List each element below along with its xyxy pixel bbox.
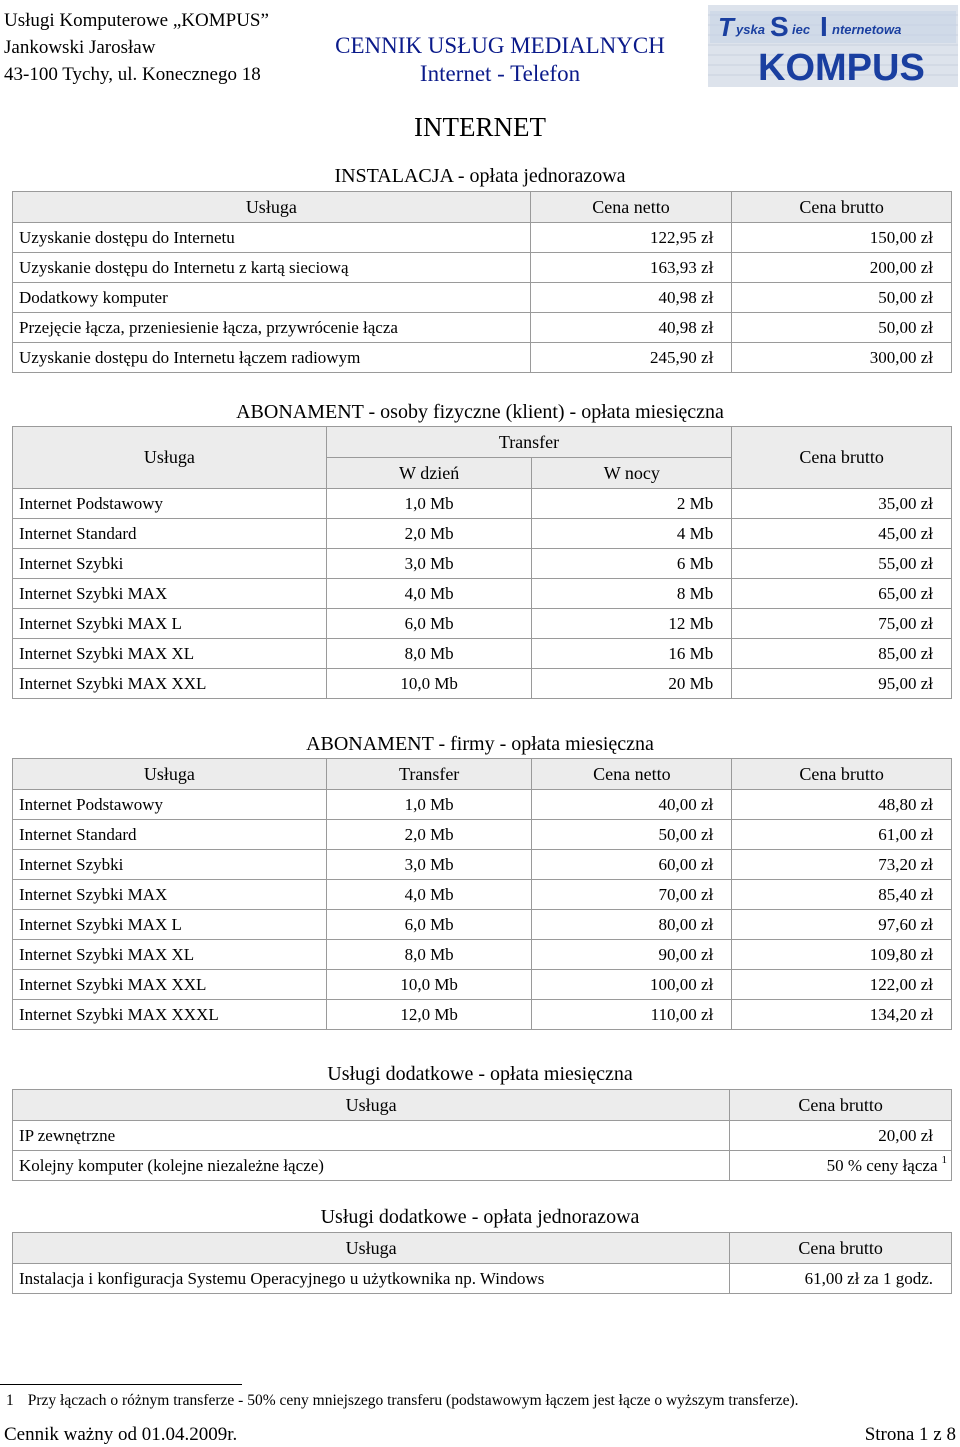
gross-price-cell: 45,00 zł [732, 519, 952, 549]
service-cell: Internet Standard [13, 820, 327, 850]
column-header-net-price: Cena netto [532, 759, 732, 790]
column-header-gross-price: Cena brutto [732, 427, 952, 489]
net-price-cell: 60,00 zł [532, 850, 732, 880]
private-subscription-table [12, 426, 952, 699]
extras-monthly-header-row [13, 1090, 952, 1121]
net-price-cell: 100,00 zł [532, 970, 732, 1000]
service-cell: Uzyskanie dostępu do Internetu [13, 223, 531, 253]
company-info [4, 7, 269, 88]
svg-text:I: I [820, 11, 828, 42]
kompus-logo [708, 5, 958, 87]
private-header-row-1 [13, 427, 952, 458]
page-number: Strona 1 z 8 [864, 1424, 956, 1445]
service-cell: Internet Szybki MAX [13, 880, 327, 910]
business-header-row [13, 759, 952, 790]
gross-price-cell: 200,00 zł [732, 253, 952, 283]
net-price-cell: 245,90 zł [530, 343, 732, 373]
table-row [13, 1121, 952, 1151]
night-transfer-cell: 16 Mb [532, 639, 732, 669]
table-row [13, 609, 952, 639]
table-row [13, 910, 952, 940]
gross-price-cell: 109,80 zł [732, 940, 952, 970]
transfer-cell: 1,0 Mb [326, 790, 532, 820]
table-row [13, 880, 952, 910]
gross-price-cell: 75,00 zł [732, 609, 952, 639]
table-row [13, 790, 952, 820]
validity-date: Cennik ważny od 01.04.2009r. [4, 1424, 238, 1445]
extras-onetime-table [12, 1232, 952, 1294]
service-cell: Internet Podstawowy [13, 489, 327, 519]
footnote-text: Przy łączach o różnym transferze - 50% ceny mniejszego transferu (podstawowym łączem jest łącze o wyższym transferze). [27, 1392, 799, 1409]
service-cell: Internet Podstawowy [13, 790, 327, 820]
night-transfer-cell: 2 Mb [532, 489, 732, 519]
net-price-cell: 80,00 zł [532, 910, 732, 940]
gross-price-cell: 150,00 zł [732, 223, 952, 253]
service-cell: Przejęcie łącza, przeniesienie łącza, przywrócenie łącza [13, 313, 531, 343]
business-subscription-title: ABONAMENT - firmy - opłata miesięczna [306, 733, 654, 755]
transfer-cell: 3,0 Mb [326, 850, 532, 880]
net-price-cell: 70,00 zł [532, 880, 732, 910]
installation-table [12, 191, 952, 373]
gross-price-cell: 50,00 zł [732, 283, 952, 313]
night-transfer-cell: 12 Mb [532, 609, 732, 639]
gross-price-cell: 300,00 zł [732, 343, 952, 373]
service-cell: Internet Szybki [13, 549, 327, 579]
footnote-number: 1 [6, 1392, 14, 1409]
service-cell: Internet Szybki [13, 850, 327, 880]
gross-price-cell: 73,20 zł [732, 850, 952, 880]
service-cell: Instalacja i konfiguracja Systemu Operacyjnego u użytkownika np. Windows [13, 1264, 730, 1294]
service-cell: Internet Szybki MAX L [13, 910, 327, 940]
table-row [13, 223, 952, 253]
company-address: 43-100 Tychy, ul. Konecznego 18 [4, 64, 261, 85]
table-row [13, 343, 952, 373]
column-header-gross-price: Cena brutto [730, 1233, 952, 1264]
day-transfer-cell: 10,0 Mb [326, 669, 532, 699]
transfer-cell: 6,0 Mb [326, 910, 532, 940]
service-cell: Internet Szybki MAX XXXL [13, 1000, 327, 1030]
service-cell: Internet Szybki MAX XL [13, 940, 327, 970]
service-cell: Internet Standard [13, 519, 327, 549]
column-header-service: Usługa [13, 1233, 730, 1264]
gross-price-cell: 50,00 zł [732, 313, 952, 343]
installation-header-row [13, 192, 952, 223]
net-price-cell: 40,98 zł [530, 313, 732, 343]
night-transfer-cell: 20 Mb [532, 669, 732, 699]
gross-price-cell: 65,00 zł [732, 579, 952, 609]
svg-text:KOMPUS: KOMPUS [758, 47, 925, 87]
column-header-transfer: Transfer [326, 427, 731, 458]
transfer-cell: 10,0 Mb [326, 970, 532, 1000]
footnote-divider [0, 1384, 242, 1385]
table-row [13, 639, 952, 669]
column-header-transfer: Transfer [326, 759, 532, 790]
net-price-cell: 163,93 zł [530, 253, 732, 283]
page-title: INTERNET [414, 112, 546, 142]
net-price-cell: 110,00 zł [532, 1000, 732, 1030]
net-price-cell: 90,00 zł [532, 940, 732, 970]
table-row [13, 1264, 952, 1294]
service-cell: Internet Szybki MAX XXL [13, 970, 327, 1000]
footnote [6, 1392, 799, 1410]
service-cell: Uzyskanie dostępu do Internetu łączem radiowym [13, 343, 531, 373]
service-cell: Kolejny komputer (kolejne niezależne łącze) [13, 1151, 730, 1181]
service-cell: Internet Szybki MAX [13, 579, 327, 609]
net-price-cell: 50,00 zł [532, 820, 732, 850]
column-header-service: Usługa [13, 1090, 730, 1121]
column-header-service: Usługa [13, 427, 327, 489]
transfer-cell: 2,0 Mb [326, 820, 532, 850]
gross-price-cell [730, 1151, 952, 1181]
extras-onetime-header-row [13, 1233, 952, 1264]
table-row [13, 489, 952, 519]
net-price-cell: 122,95 zł [530, 223, 732, 253]
night-transfer-cell: 8 Mb [532, 579, 732, 609]
day-transfer-cell: 6,0 Mb [326, 609, 532, 639]
column-header-day: W dzień [326, 458, 532, 489]
column-header-service: Usługa [13, 192, 531, 223]
table-row [13, 669, 952, 699]
service-cell: Internet Szybki MAX XL [13, 639, 327, 669]
gross-price-cell: 122,00 zł [732, 970, 952, 1000]
extras-monthly-title: Usługi dodatkowe - opłata miesięczna [327, 1063, 633, 1085]
business-subscription-table [12, 758, 952, 1030]
table-row [13, 549, 952, 579]
column-header-gross-price: Cena brutto [730, 1090, 952, 1121]
service-cell: Uzyskanie dostępu do Internetu z kartą sieciową [13, 253, 531, 283]
night-transfer-cell: 4 Mb [532, 519, 732, 549]
day-transfer-cell: 1,0 Mb [326, 489, 532, 519]
day-transfer-cell: 2,0 Mb [326, 519, 532, 549]
company-name: Usługi Komputerowe „KOMPUS” [4, 10, 269, 31]
night-transfer-cell: 6 Mb [532, 549, 732, 579]
gross-price-cell: 85,40 zł [732, 880, 952, 910]
gross-price-cell: 61,00 zł [732, 820, 952, 850]
day-transfer-cell: 3,0 Mb [326, 549, 532, 579]
net-price-cell: 40,98 zł [530, 283, 732, 313]
document-title-line2: Internet - Telefon [419, 61, 581, 86]
net-price-cell: 40,00 zł [532, 790, 732, 820]
table-row [13, 1151, 952, 1181]
svg-text:S: S [770, 11, 789, 42]
service-cell: IP zewnętrzne [13, 1121, 730, 1151]
table-row [13, 820, 952, 850]
table-row [13, 519, 952, 549]
gross-price-cell: 95,00 zł [732, 669, 952, 699]
gross-price-cell: 20,00 zł [730, 1121, 952, 1151]
gross-price-cell: 85,00 zł [732, 639, 952, 669]
gross-price-cell: 61,00 zł za 1 godz. [730, 1264, 952, 1294]
table-row [13, 1000, 952, 1030]
gross-price-cell: 97,60 zł [732, 910, 952, 940]
table-row [13, 579, 952, 609]
table-row [13, 850, 952, 880]
transfer-cell: 8,0 Mb [326, 940, 532, 970]
column-header-gross-price: Cena brutto [732, 192, 952, 223]
document-title-line1: CENNIK USŁUG MEDIALNYCH [335, 33, 665, 58]
svg-text:yska: yska [736, 22, 765, 37]
service-cell: Internet Szybki MAX XXL [13, 669, 327, 699]
column-header-gross-price: Cena brutto [732, 759, 952, 790]
gross-price-cell: 35,00 zł [732, 489, 952, 519]
column-header-net-price: Cena netto [530, 192, 732, 223]
table-row [13, 313, 952, 343]
column-header-service: Usługa [13, 759, 327, 790]
document-title [300, 32, 700, 88]
service-cell: Dodatkowy komputer [13, 283, 531, 313]
day-transfer-cell: 4,0 Mb [326, 579, 532, 609]
gross-price-cell: 55,00 zł [732, 549, 952, 579]
svg-text:nternetowa: nternetowa [832, 22, 902, 37]
service-cell: Internet Szybki MAX L [13, 609, 327, 639]
gross-price-cell: 134,20 zł [732, 1000, 952, 1030]
gross-price-cell: 48,80 zł [732, 790, 952, 820]
company-owner: Jankowski Jarosław [4, 37, 156, 58]
transfer-cell: 4,0 Mb [326, 880, 532, 910]
table-row [13, 970, 952, 1000]
installation-title: INSTALACJA - opłata jednorazowa [334, 165, 626, 187]
transfer-cell: 12,0 Mb [326, 1000, 532, 1030]
extras-monthly-table [12, 1089, 952, 1181]
day-transfer-cell: 8,0 Mb [326, 639, 532, 669]
svg-text:iec: iec [792, 22, 811, 37]
table-row [13, 283, 952, 313]
extras-onetime-title: Usługi dodatkowe - opłata jednorazowa [320, 1206, 640, 1228]
footnote-ref[interactable]: 1 [941, 1153, 947, 1166]
table-row [13, 940, 952, 970]
private-subscription-title: ABONAMENT - osoby fizyczne (klient) - opłata miesięczna [236, 401, 724, 423]
kompus-logo-graphic [708, 5, 958, 87]
column-header-night: W nocy [532, 458, 732, 489]
svg-text:T: T [718, 12, 734, 42]
table-row [13, 253, 952, 283]
gross-price-value: 50 % ceny łącza [826, 1155, 938, 1175]
